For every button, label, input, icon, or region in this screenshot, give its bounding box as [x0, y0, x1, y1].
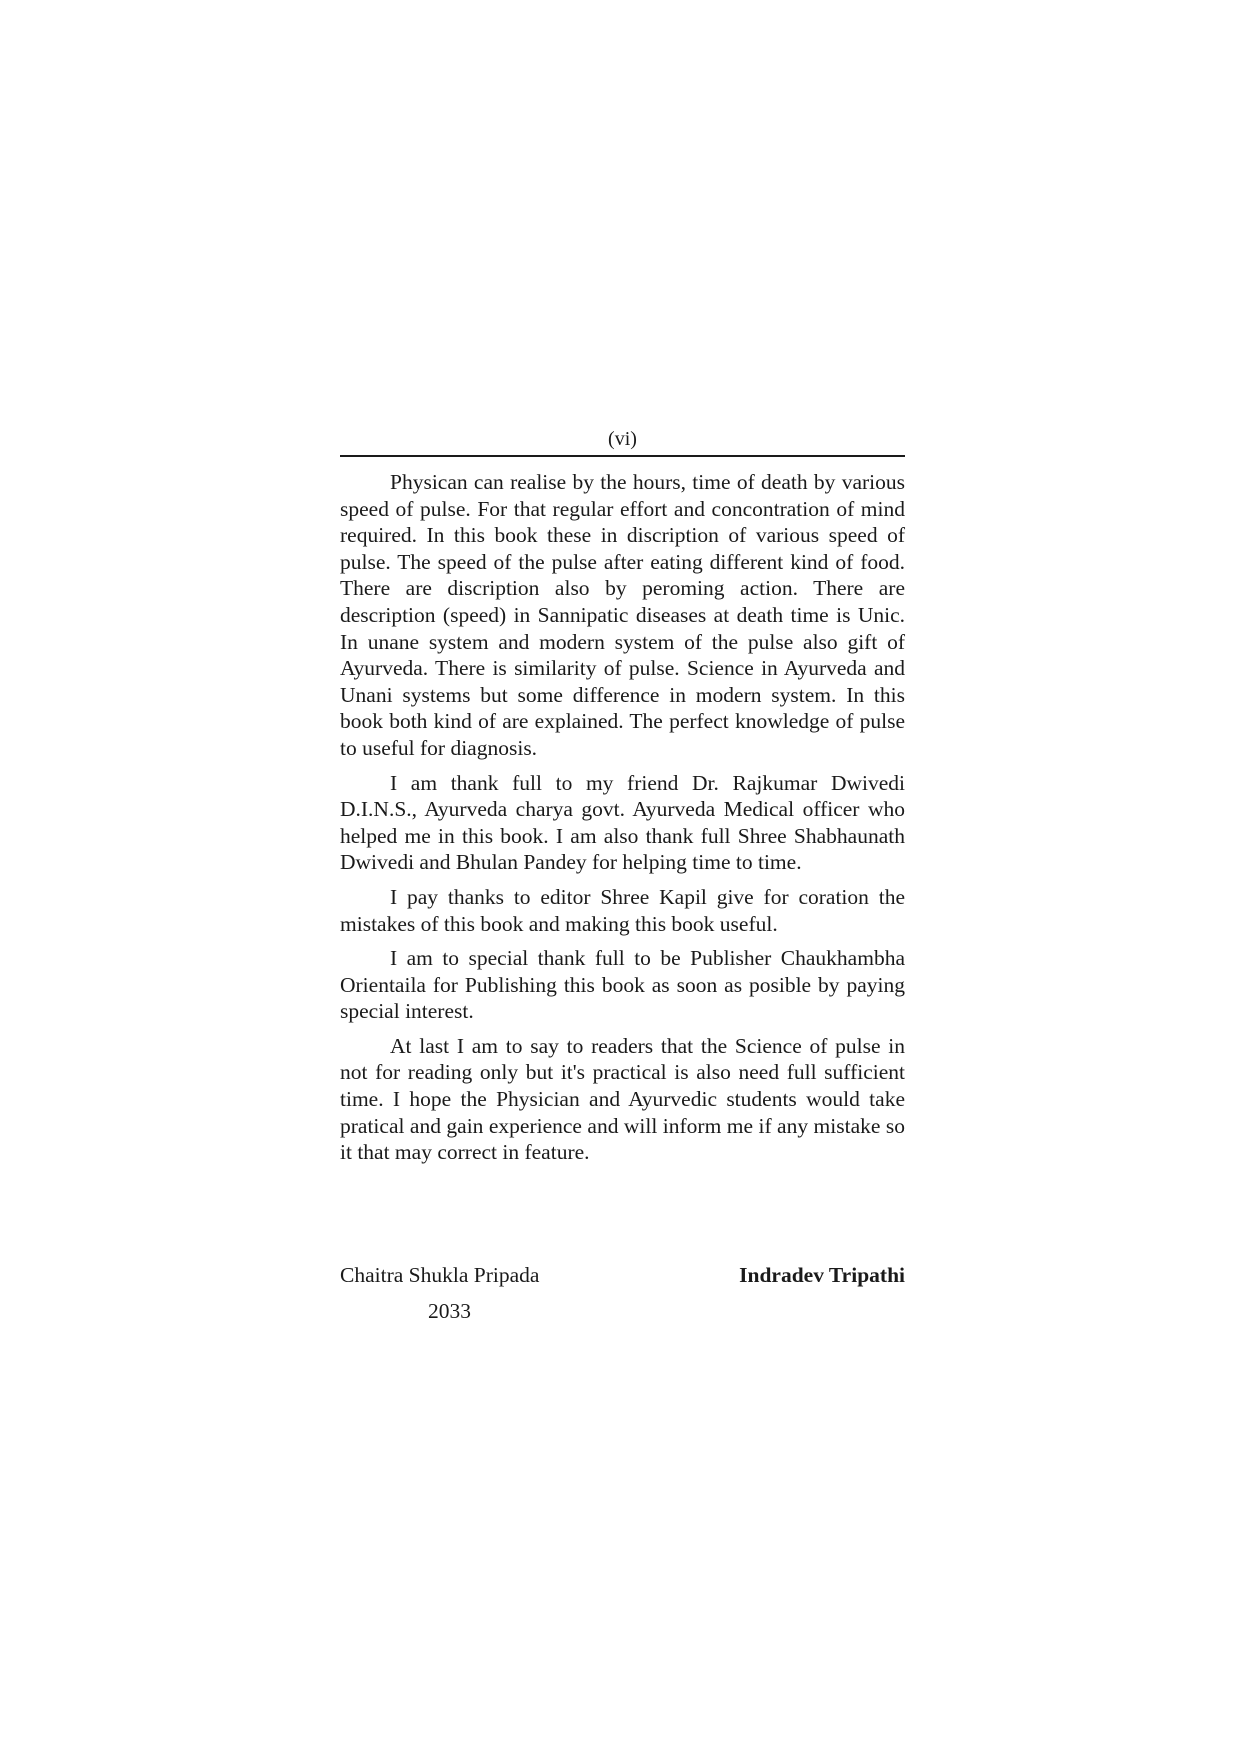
author-name: Indradev Tripathi [739, 1263, 905, 1287]
paragraph-2: I am thank full to my friend Dr. Rajkumar Dwivedi D.I.N.S., Ayurveda charya govt. Ayurveda Medical officer who helped me in this book. I am also thank full Shree Shabhaunath Dwivedi and Bhulan Pandey for helping time to time. [340, 770, 905, 875]
signature-block [340, 1262, 905, 1334]
header-rule [340, 455, 905, 457]
signature-year: 2033 [428, 1299, 471, 1323]
paragraph-3: I pay thanks to editor Shree Kapil give for coration the mistakes of this book and making this book useful. [340, 884, 905, 936]
paragraph-5: At last I am to say to readers that the Science of pulse in not for reading only but it's practical is also need full sufficient time. I hope the Physician and Ayurvedic students would take pratical and gain experience and will inform me if any mistake so it that may correct in feature. [340, 1033, 905, 1165]
paragraph-4: I am to special thank full to be Publisher Chaukhambha Orientaila for Publishing this book as soon as posible by paying special interest. [340, 946, 905, 1024]
preface-body [340, 469, 905, 1174]
page-number: (vi) [608, 428, 637, 450]
paragraph-1: Physican can realise by the hours, time of death by various speed of pulse. For that regular effort and concontration of mind required. In this book these in discription of various speed of pulse. The speed of the pulse after eating different kind of food. There are discription also by peroming action. There are description (speed) in Sannipatic diseases at death time is Unic. In unane system and modern system of the pulse also gift of Ayurveda. There is similarity of pulse. Science in Ayurveda and Unani systems but some difference in modern system. In this book both kind of are explained. The perfect knowledge of pulse to useful for diagnosis. [340, 470, 905, 760]
signature-date: Chaitra Shukla Pripada [340, 1263, 540, 1287]
